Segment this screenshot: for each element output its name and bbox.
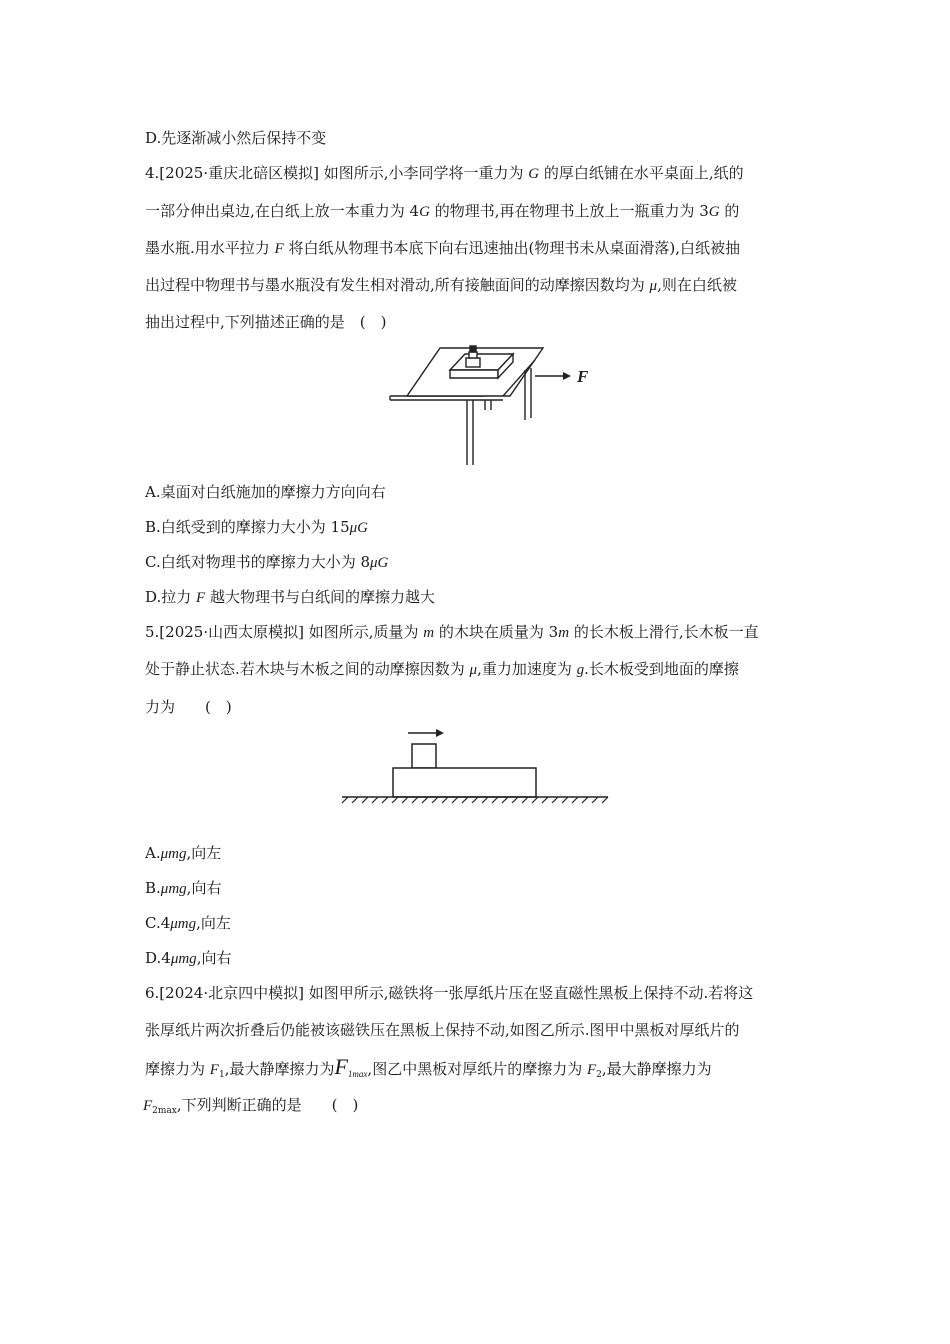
q4-line-2	[145, 201, 739, 222]
q5-text: 如图所示,质量为	[303, 623, 424, 641]
q5-line-2	[145, 659, 739, 680]
q5-option-d	[145, 948, 231, 969]
var-mug: μG	[349, 520, 369, 536]
sub-1: 1	[218, 1070, 225, 1080]
q4-line-3	[145, 238, 740, 259]
var-g: G	[708, 204, 720, 220]
q4-line-5: 抽出过程中,下列描述正确的是 ( )	[145, 313, 387, 331]
q4-text: 的	[719, 202, 740, 220]
var-mu: μ	[649, 278, 658, 294]
var-f1max: F	[334, 1054, 348, 1079]
q5-line-3: 力为 ( )	[145, 698, 232, 716]
var-g: G	[528, 166, 540, 182]
q4-option-c	[145, 552, 388, 573]
q4-option-d	[145, 587, 435, 608]
arrow-right-icon	[563, 372, 571, 380]
var-mu: μ	[469, 662, 478, 678]
q6-line-2: 张厚纸片两次折叠后仍能被该磁铁压在黑板上保持不动,如图乙所示.图甲中黑板对厚纸片的	[145, 1021, 740, 1039]
figure-table-paper-book	[385, 340, 605, 470]
var-mumg: μmg	[170, 916, 197, 932]
var-f: F	[274, 241, 284, 257]
q4-option-a: A.桌面对白纸施加的摩擦力方向向右	[145, 483, 386, 501]
sub-2max: 2max	[152, 1106, 177, 1116]
q6-line-1	[145, 983, 753, 1003]
q4-option-b	[145, 517, 368, 538]
q6-text: 如图甲所示,磁铁将一张厚纸片压在竖直磁性黑板上保持不动.若将这	[303, 984, 754, 1002]
q4-source: 4.[2025·重庆北碚区模拟]	[145, 164, 319, 182]
q6-text: 摩擦力为	[145, 1060, 210, 1078]
var-m: m	[558, 625, 570, 641]
option-text: A.	[145, 844, 161, 862]
var-g: G	[419, 204, 430, 220]
q4-text: 如图所示,小李同学将一重力为	[318, 164, 529, 182]
q5-text: .长木板受到地面的摩擦	[584, 660, 739, 678]
q6-line-4	[143, 1095, 358, 1121]
sub-1max: 1max	[347, 1069, 368, 1079]
q6-text: ,最大静摩擦力为	[601, 1060, 712, 1078]
q6-text: ,下列判断正确的是 ( )	[176, 1096, 359, 1114]
q4-text: 的厚白纸铺在水平桌面上,纸的	[539, 164, 744, 182]
q5-text: 处于静止状态.若木块与木板之间的动摩擦因数为	[145, 660, 470, 678]
q4-text: 的物理书,再在物理书上放上一瓶重力为 3	[429, 202, 709, 220]
var-f2max: F	[143, 1098, 153, 1114]
var-f1: F	[209, 1062, 219, 1078]
q4-line-1	[145, 163, 744, 184]
option-text: B.	[145, 879, 161, 897]
var-mug: μG	[370, 555, 389, 571]
q6-text: ,最大静摩擦力为	[224, 1060, 335, 1078]
var-f: F	[196, 590, 206, 606]
q4-text: ,则在白纸被	[657, 276, 737, 294]
option-text: ,向左	[186, 844, 222, 862]
force-f-label: F	[577, 367, 589, 386]
q4-text: 一部分伸出桌边,在白纸上放一本重力为 4	[145, 202, 420, 220]
q3-option-d: D.先逐渐减小然后保持不变	[145, 129, 327, 147]
var-mumg: μmg	[160, 846, 187, 862]
q5-option-c	[145, 913, 231, 934]
figure-block-on-board	[338, 725, 613, 807]
q4-text: 出过程中物理书与墨水瓶没有发生相对滑动,所有接触面间的动摩擦因数均为	[145, 276, 650, 294]
q5-line-1	[145, 622, 759, 643]
option-text: C.4	[145, 914, 171, 932]
q5-option-b	[145, 878, 221, 899]
var-m: m	[423, 625, 435, 641]
option-text: ,向左	[196, 914, 231, 932]
option-text: D.4	[145, 949, 171, 967]
q6-line-3	[145, 1054, 712, 1085]
q5-text: 的木块在质量为 3	[434, 623, 559, 641]
q4-line-4	[145, 275, 737, 296]
sub-2: 2	[596, 1070, 602, 1080]
option-text: ,向右	[186, 879, 222, 897]
q6-text: ,图乙中黑板对厚纸片的摩擦力为	[367, 1060, 587, 1078]
option-text: B.白纸受到的摩擦力大小为 15	[145, 518, 350, 536]
q5-text: 的长木板上滑行,长木板一直	[569, 623, 759, 641]
var-mumg: μmg	[160, 881, 187, 897]
q4-text: 墨水瓶.用水平拉力	[145, 239, 275, 257]
arrow-right-icon	[436, 729, 444, 737]
var-mumg: μmg	[170, 951, 197, 967]
option-text: 越大物理书与白纸间的摩擦力越大	[205, 588, 435, 606]
q4-text: 将白纸从物理书本底下向右迅速抽出(物理书未从桌面滑落),白纸被抽	[283, 239, 740, 257]
option-text: C.白纸对物理书的摩擦力大小为 8	[145, 553, 371, 571]
var-f2: F	[586, 1062, 597, 1078]
q5-text: ,重力加速度为	[477, 660, 577, 678]
var-g-accel: g	[576, 662, 585, 678]
option-text: D.拉力	[145, 588, 197, 606]
q5-option-a	[145, 843, 221, 864]
q5-source: 5.[2025·山西太原模拟]	[145, 623, 304, 641]
q6-source: 6.[2024·北京四中模拟]	[145, 984, 304, 1002]
option-text: ,向右	[196, 949, 232, 967]
